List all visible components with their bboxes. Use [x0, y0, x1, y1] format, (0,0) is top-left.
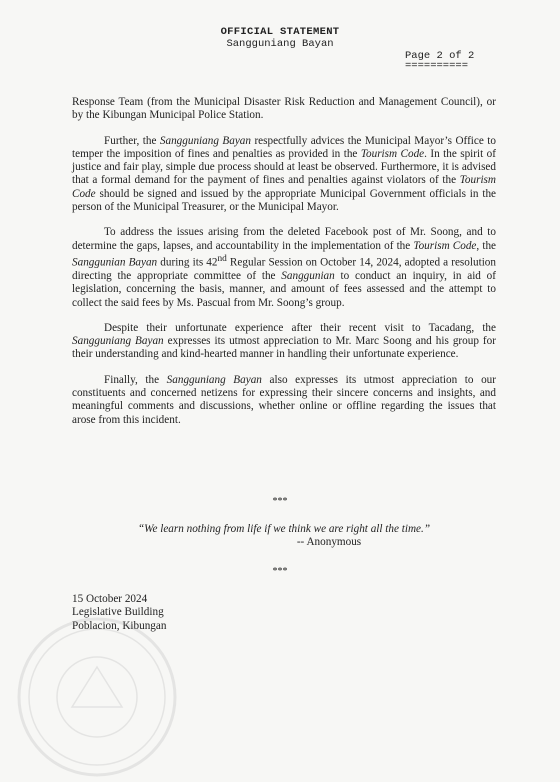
paragraph-2: Further, the Sangguniang Bayan respectfully advices the Municipal Mayor’s Office to temper the imposition of fines and penalties as provided in the Tourism Code. In the spirit of justice and fair play, simple due process should at least be observed. Furthermore, it is advised that a formal demand for the payment of fines and penalties against violators of the Tourism Code should be signed and issued by the appropriate Municipal Government officials in the person of the Municipal Treasurer, or the Municipal Mayor. — [72, 134, 496, 214]
statement-title: OFFICIAL STATEMENT — [220, 26, 340, 38]
paragraph-3: To address the issues arising from the deleted Facebook post of Mr. Soong, and to determine the gaps, lapses, and accountability in the implementation of the Tourism Code, the Sanggunian Bayan during its 42nd Regular Session on October 14, 2024, adopted a resolution directing the appropriate committee of the Sanggunian to conduct an inquiry, in aid of legislation, concerning the basis, manner, and amount of fees assessed and the attempt to collect the said fees by Ms. Pascual from Mr. Soong’s group. — [72, 226, 497, 309]
closing-date: 15 October 2024 — [72, 593, 148, 605]
paragraph-5: Finally, the Sangguniang Bayan also expresses its utmost appreciation to our constituents and concerned netizens for expressing their sincere concerns and insights, and meaningful comments and discussions, whether online or offline regarding the issues that arose from this incident. — [72, 373, 496, 426]
statement-subtitle: Sangguniang Bayan — [226, 38, 334, 50]
separator-top: *** — [272, 496, 288, 507]
paragraph-1: Response Team (from the Municipal Disaster Risk Reduction and Management Council), or by the Kibungan Municipal Police Station. — [72, 96, 496, 122]
page-number — [405, 50, 474, 70]
closing-place: Poblacion, Kibungan — [72, 619, 167, 632]
paragraph-4: Despite their unfortunate experience after their recent visit to Tacadang, the Sangguniang Bayan expresses its utmost appreciation to Mr. Marc Soong and his group for their understanding and kind-hearted manner in handling their unfortunate experience. — [72, 321, 496, 361]
quote-block — [72, 523, 496, 550]
page-label: Page 2 of 2 — [405, 50, 475, 62]
page-rule: ========== — [405, 60, 469, 72]
separator-bottom: *** — [272, 566, 288, 577]
quote-text: “We learn nothing from life if we think we are right all the time.” — [137, 523, 431, 535]
embossed-seal-icon — [12, 612, 182, 782]
closing-building: Legislative Building — [72, 606, 164, 619]
statement-body — [72, 96, 496, 439]
quote-author: -- Anonymous — [296, 536, 362, 549]
